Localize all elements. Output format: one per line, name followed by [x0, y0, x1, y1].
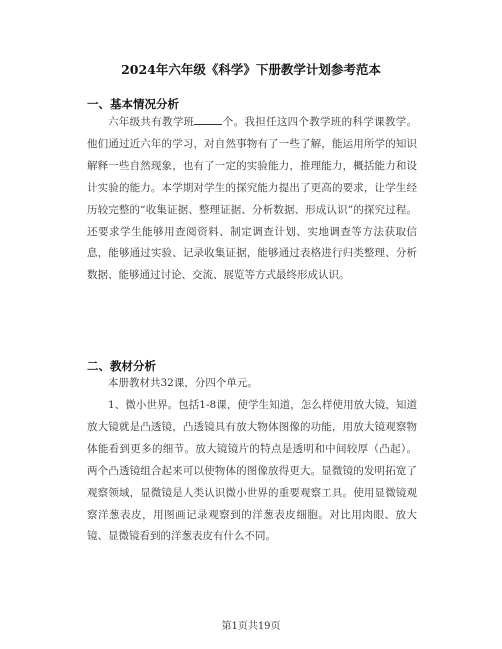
section-heading-basic-situation: 一、基本情况分析: [87, 97, 179, 111]
page-number-footer: 第1页共19页: [221, 621, 281, 632]
section-paragraph-textbook-summary: 本册教材共32课，分四个单元。: [108, 377, 258, 389]
section-paragraph-micro-world: 1、微小世界。包括1-8课，使学生知道，怎么样使用放大镜，知道放大镜就是凸透镜，凸透镜具有放大物体图像的功能，用放大镜观察物体能看到更多的细节。放大镜镜片的特点是透明和中间较厚（凸起）。两个凸透镜组合起来可以使物体的图像放得更大。显微镜的发明拓宽了观察领域，显微镜是人类认识微小世界的重要观察工具。使用显微镜观察洋葱表皮，用图画记录观察到的洋葱表皮细胞。对比用肉眼、放大镜、显微镜看到的洋葱表皮有什么不同。: [87, 399, 417, 543]
fill-in-blank: [194, 113, 222, 125]
section-heading-textbook-analysis: 二、教材分析: [87, 359, 156, 373]
document-title: 2024年六年级《科学》下册教学计划参考范本: [121, 62, 381, 77]
paragraph-text-before-blank: 六年级共有教学班: [108, 116, 195, 128]
section-paragraph-basic-situation: [87, 112, 417, 287]
paragraph-text-after-blank: 个。我担任这四个教学班的科学课教学。他们通过近六年的学习，对自然事物有了一些了解，能运用所学的知识解释一些自然现象，也有了一定的实验能力，推理能力，概括能力和设计实验的能力。本学期对学生的探究能力提出了更高的要求，让学生经历较完整的“收集证据、整理证据、分析数据、形成认识”的探究过程。还要求学生能够用查阅资料、制定调查计划、实地调查等方法获取信息，能够通过实验、记录收集证据，能够通过表格进行归类整理、分析数据、能够通过讨论、交流、展览等方式最终形成认识。: [87, 116, 418, 282]
